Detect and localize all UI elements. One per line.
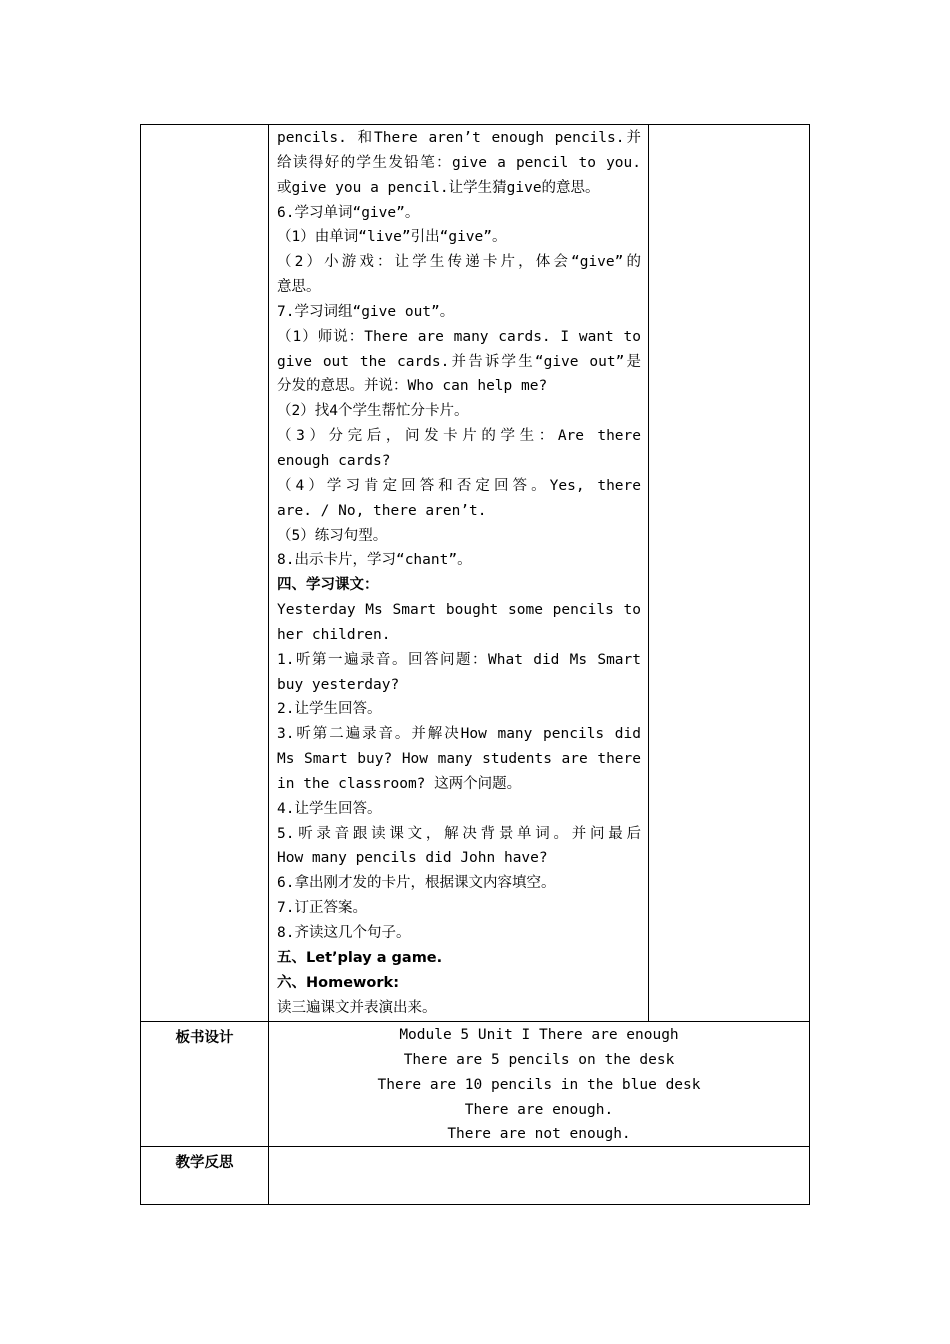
board-line: There are 10 pencils in the blue desk	[377, 1076, 701, 1093]
board-design-text	[269, 1023, 809, 1147]
lesson-line: 1.听第一遍录音。回答问题：What did Ms Smart	[277, 651, 641, 668]
lesson-line: 6.学习单词“give”。	[277, 204, 420, 221]
lesson-line: 分发的意思。并说：Who can help me?	[277, 378, 548, 395]
lesson-line: （1）由单词“live”引出“give”。	[277, 229, 507, 246]
lesson-line: 3.听第二遍录音。并解决How many pencils did	[277, 726, 641, 743]
lesson-line: 六、Homework:	[277, 974, 399, 991]
lesson-line: 四、学习课文：	[277, 577, 379, 594]
lesson-line: 2.让学生回答。	[277, 701, 382, 718]
lesson-line: 4.让学生回答。	[277, 800, 382, 817]
lesson-line: 7.订正答案。	[277, 900, 367, 917]
lesson-line: pencils. 和There aren’t enough pencils.并	[277, 130, 641, 146]
board-line: There are 5 pencils on the desk	[403, 1051, 675, 1068]
lesson-line: are. / No, there aren’t.	[277, 502, 487, 519]
lesson-line: buy yesterday?	[277, 676, 400, 693]
board-line: There are not enough.	[447, 1126, 631, 1143]
teaching-reflection-label: 教学反思	[175, 1155, 234, 1171]
row-divider-board	[140, 1021, 810, 1022]
lesson-line: How many pencils did John have?	[277, 850, 548, 867]
lesson-line: her children.	[277, 626, 391, 643]
lesson-line: （1）师说：There are many cards. I want to	[277, 328, 641, 345]
lesson-line: （3）分完后，问发卡片的学生：Are there	[277, 428, 641, 445]
lesson-line: （2）小游戏：让学生传递卡片，体会“give”的	[277, 254, 641, 271]
lesson-line: （2）找4个学生帮忙分卡片。	[277, 403, 469, 420]
lesson-line: in the classroom? 这两个问题。	[277, 775, 522, 792]
column-divider-right	[648, 124, 649, 1022]
lesson-line: 5.听录音跟读课文，解决背景单词。并问最后	[277, 825, 641, 842]
lesson-line: give out the cards.并告诉学生“give out”是	[277, 353, 641, 370]
lesson-line: 8.齐读这几个句子。	[277, 925, 411, 941]
lesson-line: Ms Smart buy? How many students are there	[277, 751, 641, 768]
lesson-line: enough cards?	[277, 452, 391, 469]
lesson-line: 读三遍课文并表演出来。	[277, 999, 437, 1016]
lesson-line: （4）学习肯定回答和否定回答。Yes, there	[277, 477, 641, 494]
lesson-line: 8.出示卡片，学习“chant”。	[277, 552, 472, 569]
lesson-line: （5）练习句型。	[277, 527, 388, 544]
board-line: Module 5 Unit I There are enough	[399, 1027, 679, 1043]
board-design-label: 板书设计	[175, 1030, 234, 1046]
lesson-procedure-text	[277, 126, 641, 1020]
lesson-line: 给读得好的学生发铅笔：give a pencil to you.	[277, 154, 641, 171]
board-line: There are enough.	[464, 1101, 614, 1118]
lesson-line: 7.学习词组“give out”。	[277, 303, 455, 320]
lesson-line: 五、Let’play a game.	[277, 949, 443, 966]
lesson-line: 6.拿出刚才发的卡片，根据课文内容填空。	[277, 875, 556, 892]
lesson-line: 意思。	[277, 279, 321, 296]
lesson-line: Yesterday Ms Smart bought some pencils to	[277, 602, 641, 619]
lesson-line: 或give you a pencil.让学生猜give的意思。	[277, 179, 600, 196]
